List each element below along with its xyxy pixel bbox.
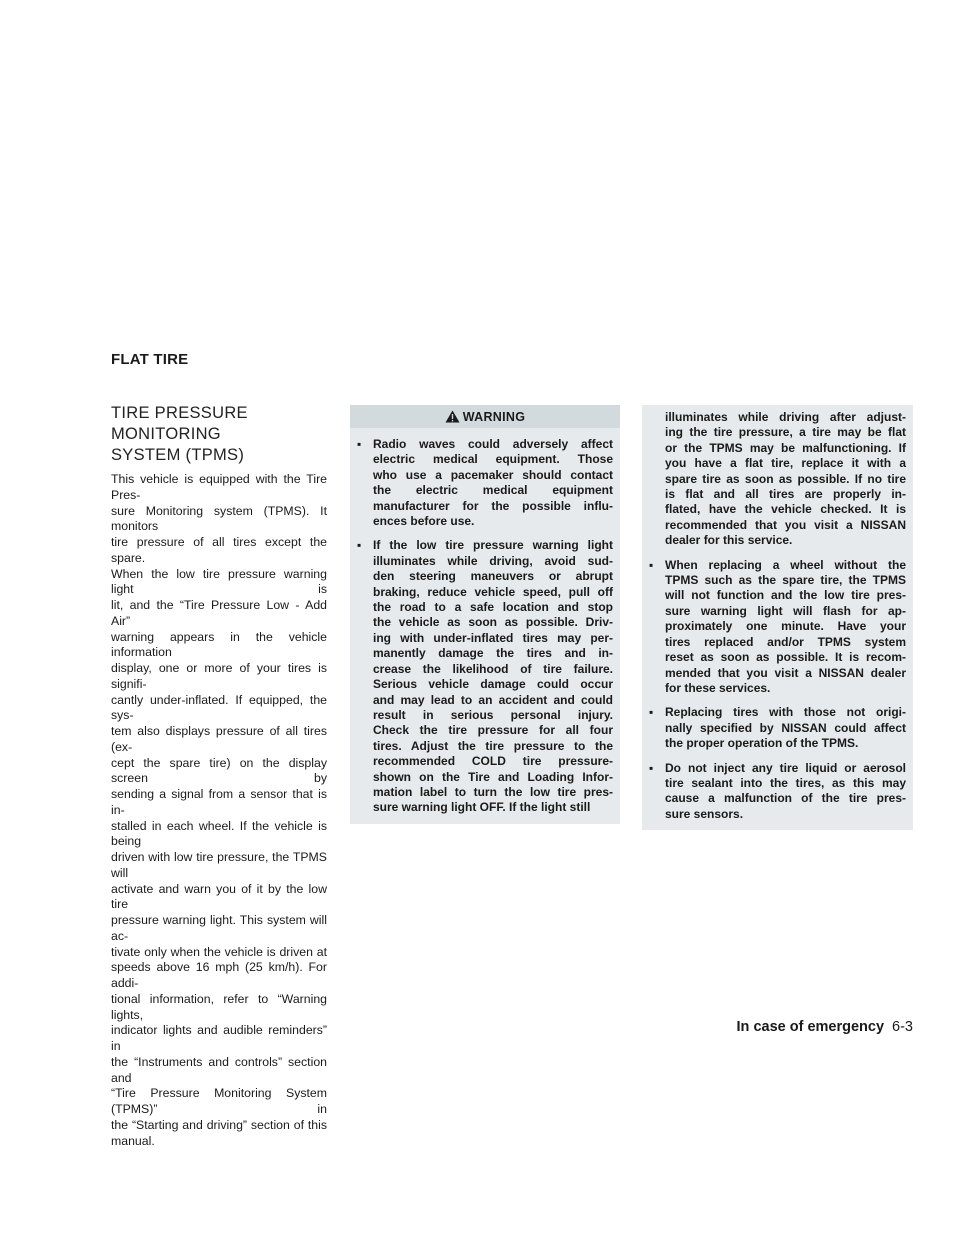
- text-line: sure warning light OFF. If the light still: [373, 800, 591, 815]
- text-line: the road to a safe location and stop: [373, 600, 613, 615]
- text-line: reset as soon as possible. It is recom-: [665, 650, 906, 665]
- text-line: crease the likelihood of tire failure.: [373, 661, 613, 676]
- text-line: the “Instruments and controls” section and: [111, 1054, 327, 1085]
- text-line: illuminates while driving, avoid sud-: [373, 553, 613, 568]
- text-line: display, one or more of your tires is signifi-: [111, 661, 327, 691]
- text-line: indicator lights and audible reminders” in: [111, 1023, 327, 1053]
- warning-bullet: [642, 705, 913, 751]
- text-line: electric medical equipment. Those: [373, 452, 613, 467]
- warning-box: [350, 405, 620, 824]
- bullet-marker: ▪: [357, 538, 362, 553]
- text-line: cause a malfunction of the tire pres-: [665, 791, 906, 806]
- text-line: or the TPMS may be malfunctioning. If: [665, 440, 906, 455]
- text-line: will not function and the low tire pres-: [665, 588, 906, 603]
- warning-bullet: [642, 761, 913, 823]
- text-line: for these services.: [665, 680, 771, 695]
- text-line: speeds above 16 mph (25 km/h). For addi-: [111, 960, 327, 990]
- text-line: lit, and the “Tire Pressure Low - Add Air”: [111, 598, 327, 628]
- text-line: If the low tire pressure warning light: [373, 538, 613, 553]
- text-line: pressure warning light. This system will ac-: [111, 913, 327, 943]
- text-line: the electric medical equipment: [373, 483, 613, 498]
- text-line: manently damage the tires and in-: [373, 646, 613, 661]
- text-line: flated, have the vehicle checked. It is: [665, 502, 906, 517]
- text-line: cept the spare tire) on the display screen by: [111, 755, 327, 786]
- text-line: braking, reduce vehicle speed, pull off: [373, 584, 613, 599]
- warning-continuation: [642, 405, 913, 549]
- text-line: Check the tire pressure for all four: [373, 723, 613, 738]
- text-line: ing with under-inflated tires may per-: [373, 630, 613, 645]
- text-line: ences before use.: [373, 514, 475, 529]
- text-line: the proper operation of the TPMS.: [665, 736, 859, 751]
- page-number: 6-3: [892, 1019, 913, 1035]
- heading-line: SYSTEM (TPMS): [111, 446, 245, 464]
- text-line: recommended COLD tire pressure-: [373, 754, 613, 769]
- text-line: tional information, refer to “Warning lights,: [111, 991, 327, 1022]
- text-line: manufacturer for the possible influ-: [373, 498, 613, 513]
- text-line: nally specified by NISSAN could affect: [665, 720, 906, 735]
- text-line: dealer for this service.: [665, 533, 793, 548]
- text-line: tivate only when the vehicle is driven at: [111, 944, 327, 959]
- text-line: Replacing tires with those not origi-: [665, 705, 906, 720]
- bullet-marker: ▪: [357, 437, 362, 451]
- text-line: tire sealant into the tires, as this may: [665, 775, 906, 790]
- tpms-heading: [111, 403, 327, 466]
- text-line: This vehicle is equipped with the Tire Pres-: [111, 472, 327, 502]
- bullet-marker: ▪: [649, 760, 654, 775]
- text-line: Serious vehicle damage could occur: [373, 677, 613, 692]
- text-line: activate and warn you of it by the low tire: [111, 881, 327, 912]
- text-line: proximately one minute. Have your: [665, 619, 906, 634]
- text-line: sure sensors.: [665, 806, 744, 821]
- text-line: tires replaced and/or TPMS system: [665, 634, 906, 649]
- text-line: you have a flat tire, replace it with a: [665, 456, 906, 471]
- text-line: sending a signal from a sensor that is in-: [111, 787, 327, 817]
- text-line: tire pressure of all tires except the spare.: [111, 535, 327, 565]
- bullet-marker: ▪: [649, 705, 654, 720]
- warning-header: [350, 405, 620, 428]
- text-line: TPMS such as the spare tire, the TPMS: [665, 573, 906, 588]
- text-line: manual.: [111, 1133, 155, 1148]
- warning-box-continued: [642, 405, 913, 830]
- tpms-column: [111, 403, 327, 1149]
- text-line: sure Monitoring system (TPMS). It monitors: [111, 503, 327, 534]
- text-line: the vehicle as soon as possible. Driv-: [373, 615, 613, 630]
- text-line: ing the tire pressure, a tire may be flat: [665, 425, 906, 440]
- warning-bullet: [642, 558, 913, 697]
- warning-bullet: [350, 437, 620, 529]
- warning-col2: [350, 437, 620, 816]
- warning-bullet: [350, 538, 620, 815]
- text-line: result in serious personal injury.: [373, 707, 613, 722]
- text-line: recommended that you visit a NISSAN: [665, 517, 906, 532]
- bullet-marker: ▪: [649, 557, 654, 572]
- text-line: and may lead to an accident and could: [373, 692, 613, 707]
- text-line: spare tire as soon as possible. If no tire: [665, 471, 906, 486]
- text-line: stalled in each wheel. If the vehicle is being: [111, 818, 327, 849]
- text-line: who use a pacemaker should contact: [373, 467, 613, 482]
- warning-title: WARNING: [462, 409, 526, 424]
- text-line: When the low tire pressure warning light is: [111, 566, 327, 597]
- text-line: tem also displays pressure of all tires (ex-: [111, 724, 327, 754]
- page-footer: [737, 1019, 913, 1035]
- text-line: “Tire Pressure Monitoring System (TPMS)” in: [111, 1086, 327, 1116]
- text-line: Radio waves could adversely affect: [373, 437, 613, 451]
- text-line: illuminates while driving after adjust-: [665, 410, 906, 424]
- text-line: When replacing a wheel without the: [665, 557, 906, 572]
- text-line: mended that you visit a NISSAN dealer: [665, 665, 906, 680]
- text-line: is flat and all tires are properly in-: [665, 487, 906, 502]
- footer-chapter: In case of emergency: [736, 1019, 885, 1035]
- heading-line: TIRE PRESSURE MONITORING: [111, 404, 248, 443]
- text-line: mation label to turn the low tire pres-: [373, 784, 613, 799]
- text-line: den steering maneuvers or abrupt: [373, 569, 613, 584]
- text-line: Do not inject any tire liquid or aerosol: [665, 760, 906, 775]
- text-line: tires. Adjust the tire pressure to the: [373, 738, 613, 753]
- text-line: driven with low tire pressure, the TPMS will: [111, 850, 327, 880]
- warning-triangle-icon: [445, 410, 460, 423]
- section-title: FLAT TIRE: [111, 351, 189, 368]
- text-line: shown on the Tire and Loading Infor-: [373, 769, 613, 784]
- tpms-body: [111, 472, 327, 1149]
- text-line: warning appears in the vehicle information: [111, 629, 327, 660]
- text-line: the “Starting and driving” section of this: [111, 1117, 327, 1132]
- text-line: cantly under-inflated. If equipped, the sys-: [111, 692, 327, 723]
- warning-col3: [642, 405, 913, 822]
- text-line: sure warning light will flash for ap-: [665, 603, 906, 618]
